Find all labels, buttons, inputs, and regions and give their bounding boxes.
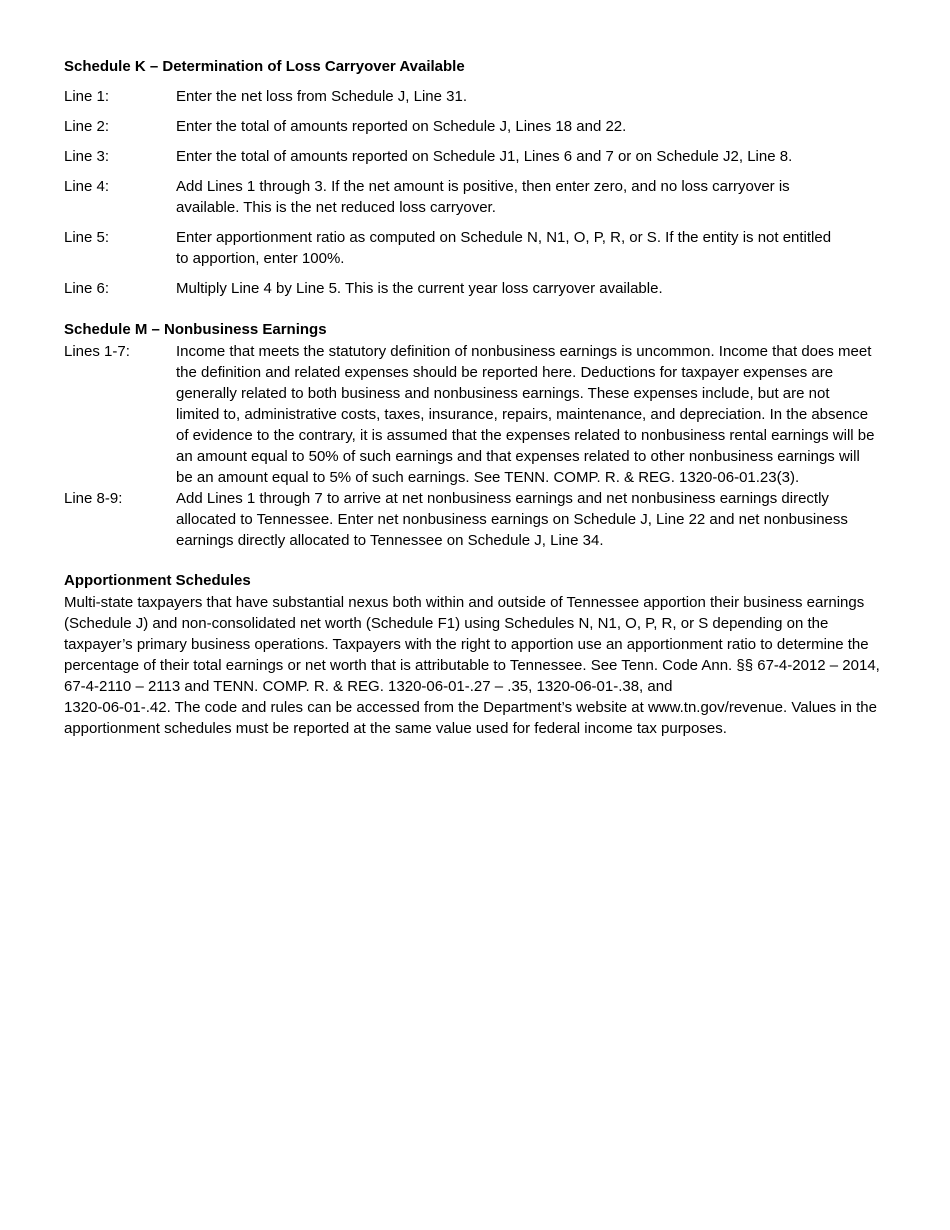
schedule-k-line-5: [64, 227, 890, 269]
schedule-m-section: [64, 319, 890, 551]
line-label: Line 1:: [64, 88, 110, 105]
schedule-k-line-1: [64, 86, 890, 107]
line-text: Income that meets the statutory definition of nonbusiness earnings is uncommon. Income that does meet the definition and related expenses should be reported here. Deductions for taxpayer expenses are generally related to both business and nonbusiness earnings. These expenses include, but are not limited to, administrative costs, taxes, insurance, repairs, maintenance, and depreciation. In the absence of evidence to the contrary, it is assumed that the expenses related to nonbusiness rental earnings will be an amount equal to 50% of such earnings and that expenses related to other nonbusiness earnings will be an amount equal to 5% of such earnings. See TENN. COMP. R. & REG. 1320-06-01.23(3).: [176, 343, 875, 486]
line-label: Lines 1-7:: [64, 343, 130, 360]
line-text: Enter apportionment ratio as computed on Schedule N, N1, O, P, R, or S. If the entity is not entitled to apportion, enter 100%.: [176, 229, 832, 267]
line-label: Line 6:: [64, 280, 110, 297]
line-text: Multiply Line 4 by Line 5. This is the current year loss carryover available.: [176, 280, 663, 297]
line-text: Add Lines 1 through 7 to arrive at net nonbusiness earnings and net nonbusiness earnings directly allocated to Tennessee. Enter net nonbusiness earnings on Schedule J, Line 22 and net nonbusiness earnings directly allocated to Tennessee on Schedule J, Line 34.: [176, 490, 848, 549]
apportionment-paragraph-1: Multi-state taxpayers that have substantial nexus both within and outside of Tennessee apportion their business earnings (Schedule J) and non-consolidated net worth (Schedule F1) using Schedules N, N1, O, P, R, or S depending on the taxpayer’s primary business operations. Taxpayers with the right to apportion use an apportionment ratio to determine the percentage of their total earnings or net worth that is attributable to Tennessee. See Tenn. Code Ann. §§ 67-4-2012 – 2014, 67-4-2110 – 2113 and TENN. COMP. R. & REG. 1320-06-01-.27 – .35, 1320-06-01-.38, and: [64, 594, 880, 695]
line-label: Line 8-9:: [64, 490, 123, 507]
line-label: Line 4:: [64, 178, 110, 195]
schedule-k-title: Schedule K – Determination of Loss Carryover Available: [64, 58, 465, 75]
line-text: Add Lines 1 through 3. If the net amount is positive, then enter zero, and no loss carryover is available. This is the net reduced loss carryover.: [176, 178, 790, 216]
schedule-m-lines-1-7: [64, 341, 890, 488]
line-label: Line 3:: [64, 148, 110, 165]
line-text: Enter the net loss from Schedule J, Line 31.: [176, 88, 467, 105]
schedule-m-title: Schedule M – Nonbusiness Earnings: [64, 321, 327, 338]
schedule-m-lines-8-9: [64, 488, 890, 551]
line-label: Line 5:: [64, 229, 110, 246]
schedule-k-line-4: [64, 176, 890, 218]
line-text: Enter the total of amounts reported on Schedule J1, Lines 6 and 7 or on Schedule J2, Line 8.: [176, 148, 793, 165]
schedule-k-line-6: [64, 278, 890, 299]
schedule-k-section: [64, 56, 890, 299]
apportionment-paragraph-2: 1320-06-01-.42. The code and rules can be accessed from the Department’s website at www.tn.gov/revenue. Values in the apportionment schedules must be reported at the same value used for federal income tax purposes.: [64, 699, 877, 737]
line-label: Line 2:: [64, 118, 110, 135]
schedule-k-line-2: [64, 116, 890, 137]
apportionment-section: [64, 570, 890, 739]
apportionment-title: Apportionment Schedules: [64, 572, 251, 589]
line-text: Enter the total of amounts reported on Schedule J, Lines 18 and 22.: [176, 118, 627, 135]
schedule-k-line-3: [64, 146, 890, 167]
